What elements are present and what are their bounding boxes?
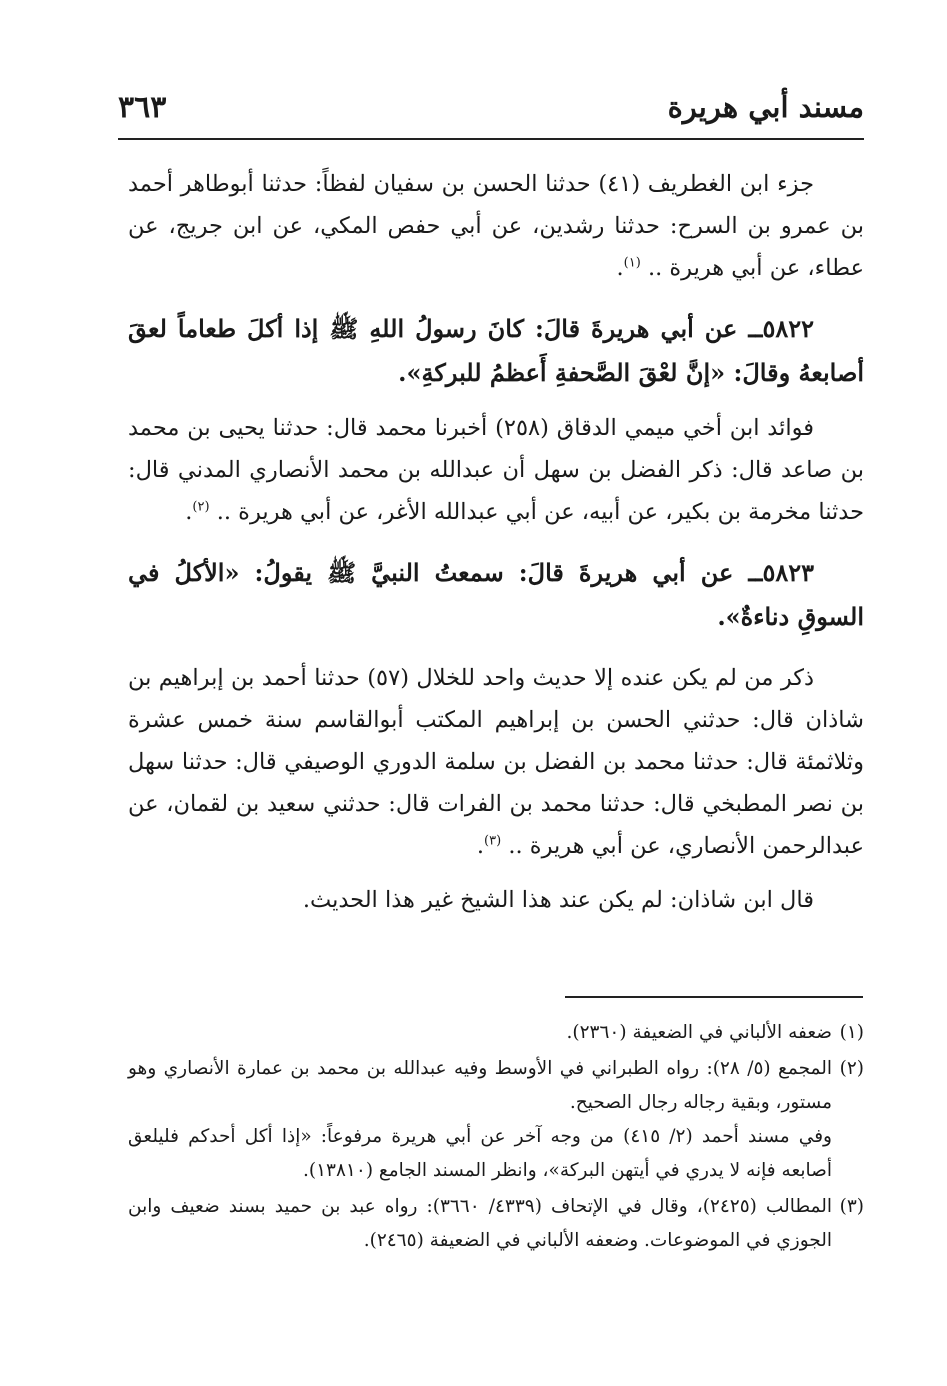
page-number: ٣٦٣	[118, 90, 167, 125]
isnad-paragraph-3: ذكر من لم يكن عنده إلا حديث واحد للخلال (٥٧) حدثنا أحمد بن إبراهيم بن شاذان قال: حدثني الحسن بن إبراهيم المكتب أبوالقاسم سنة خمس عشرة وثلاثمئة قال: حدثنا محمد بن الفضل بن سلمة الدوري الوصيفي قال: حدثنا سهل بن نصر المطبخي قال: حدثنا محمد بن الفرات قال: حدثني سعيد بن لقمان، عن عبدالرحمن الأنصاري، عن أبي هريرة .. $^{(٣)}$.	[128, 665, 864, 859]
footnote-3	[128, 1190, 864, 1258]
footnote-ref-1: (١)	[623, 255, 641, 271]
footnotes	[128, 1016, 864, 1260]
footnote-number: (٣)	[839, 1196, 864, 1217]
isnad-paragraph-1: جزء ابن الغطريف (٤١) حدثنا الحسن بن سفيان لفظاً: حدثنا أبوطاهر أحمد بن عمرو بن السرح: حدثنا رشدين، عن أبي حفص المكي، عن ابن جريج، عن عطاء، عن أبي هريرة .. $^{(١)}$.	[128, 171, 864, 281]
footnote-ref-3: (٣)	[484, 833, 502, 849]
page-header	[118, 88, 864, 140]
footnote-separator	[565, 996, 863, 998]
main-text	[128, 163, 864, 921]
footnote-text: المطالب (٢٤٢٥)، وقال في الإتحاف (٤٣٣٩/ ٣٦٦٠): رواه عبد بن حميد بسند ضعيف وابن الجوزي في الموضوعات. وضعفه الألباني في الضعيفة (٢٤٦٥).	[128, 1196, 832, 1251]
footnote-number: (١)	[839, 1022, 864, 1043]
hadith-5823: ٥٨٢٣ــ عن أبي هريرةَ قالَ: سمعتُ النبيَّ ﷺ يقولُ: «الأكلُ في السوقِ دناءةٌ».	[128, 558, 864, 631]
footnote-text: وفي مسند أحمد (٢/ ٤١٥) من وجه آخر عن أبي هريرة مرفوعاً: «إذا أكل أحدكم فليلعق أصابعه فإنه لا يدري في أيتهن البركة»، وانظر المسند الجامع (١٣٨١٠).	[128, 1126, 832, 1181]
closing-remark: قال ابن شاذان: لم يكن عند هذا الشيخ غير هذا الحديث.	[302, 887, 814, 913]
footnote-text: المجمع (٥/ ٢٨): رواه الطبراني في الأوسط وفيه عبدالله بن محمد بن عمارة الأنصاري وهو مستور، وبقية رجاله رجال الصحيح.	[128, 1058, 832, 1113]
hadith-5822: ٥٨٢٢ــ عن أبي هريرةَ قالَ: كانَ رسولُ اللهِ ﷺ إذا أكلَ طعاماً لعقَ أصابعهُ وقالَ: «إنَّ لعْقَ الصَّحفةِ أَعظمُ للبركةِ».	[128, 314, 864, 387]
footnote-2	[128, 1052, 864, 1188]
footnote-number: (٢)	[839, 1058, 864, 1079]
footnote-ref-2: (٢)	[192, 499, 210, 515]
isnad-paragraph-2: فوائد ابن أخي ميمي الدقاق (٢٥٨) أخبرنا محمد قال: حدثنا يحيى بن محمد بن صاعد قال: ذكر الفضل بن سهل أن عبدالله بن محمد الأنصاري المدني قال: حدثنا مخرمة بن بكير، عن أبيه، عن أبي عبدالله الأغر، عن أبي هريرة .. $^{(٢)}$.	[128, 415, 864, 525]
footnote-text: ضعفه الألباني في الضعيفة (٢٣٦٠).	[566, 1022, 832, 1043]
footnote-1	[128, 1016, 864, 1050]
running-title: مسند أبي هريرة	[667, 90, 864, 124]
